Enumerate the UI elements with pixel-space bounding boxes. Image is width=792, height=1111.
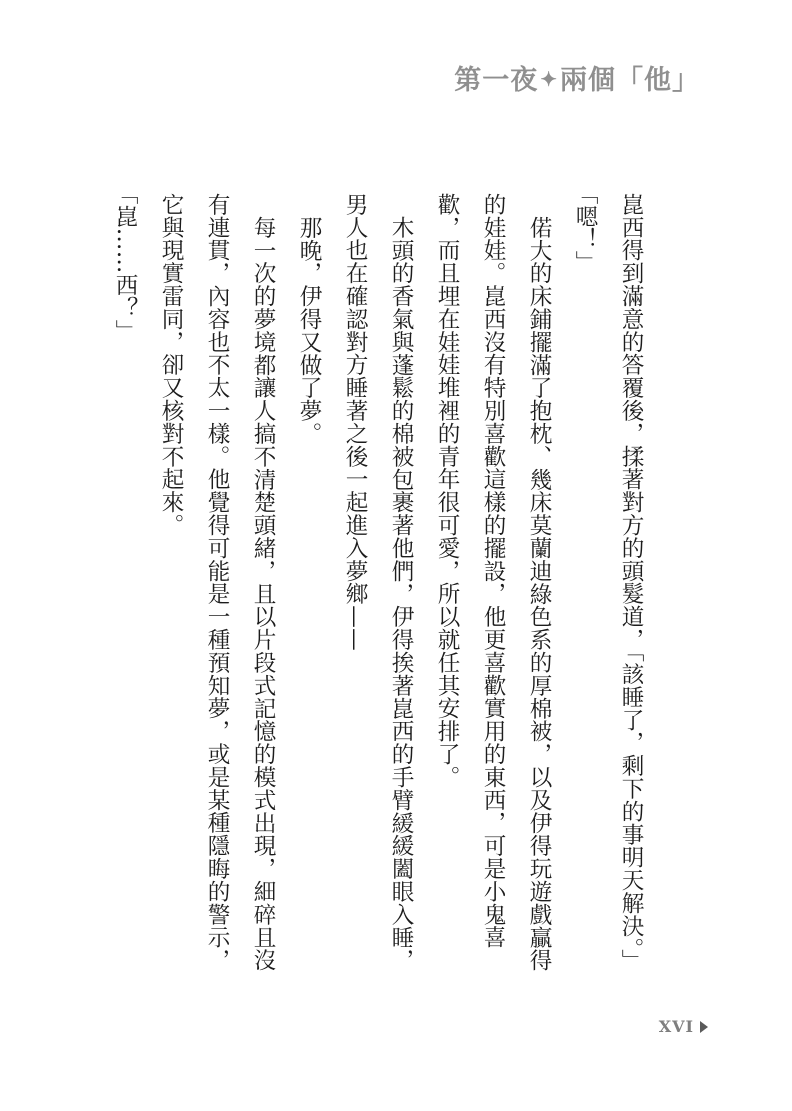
paragraph-4: 木頭的香氣與蓬鬆的棉被包裹著他們，伊得挨著崑西的手臂緩緩闔眼入睡，男人也在確認對方睡著之後一起進入夢鄉—— [342,193,414,972]
paragraph-1: 崑西得到滿意的答覆後，揉著對方的頭髮道，「該睡了，剩下的事明天解決。」 [618,193,644,972]
paragraph-7: 「崑……西？」 [112,181,138,342]
page-number: XVI [658,1017,694,1036]
paragraph-6: 每一次的夢境都讓人搞不清楚頭緒，且以片段式記憶的模式出現，細碎且沒有連貫，內容也不太一樣。他覺得可能是一種預知夢，或是某種隱晦的警示，它與現實雷同，卻又核對不起來。 [158,193,276,972]
star-separator-icon: ✦ [540,67,558,91]
page-folio [659,1017,708,1036]
paragraph-3: 偌大的床鋪擺滿了抱枕、幾床莫蘭迪綠色系的厚棉被，以及伊得玩遊戲贏得的娃娃。崑西沒有特別喜歡這樣的擺設，他更喜歡實用的東西，可是小鬼喜歡，而且埋在娃娃堆裡的青年很可愛，所以就任其安排了。 [434,193,552,972]
paragraph-2: 「嗯！」 [572,181,598,274]
triangle-right-icon [700,1021,708,1033]
running-header [454,58,700,97]
paragraph-5: 那晚，伊得又做了夢。 [296,215,322,445]
vertical-body-text [102,181,654,993]
chapter-label: 第一夜 [454,65,539,96]
chapter-title: 兩個「他」 [560,65,700,96]
